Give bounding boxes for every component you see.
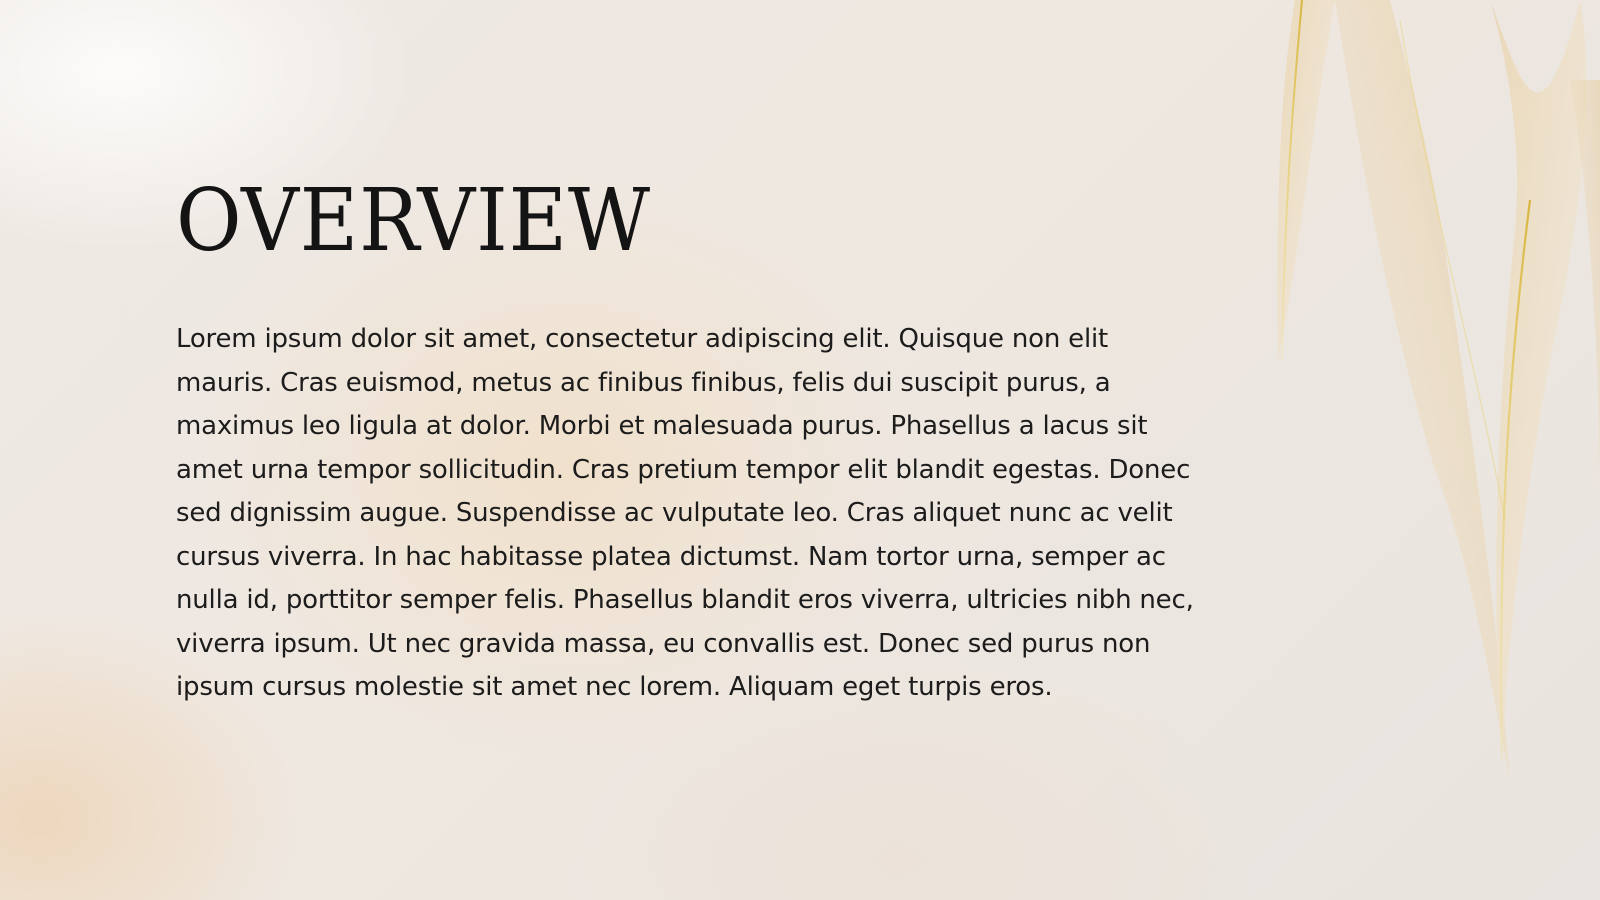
gold-leaf-decoration xyxy=(1240,0,1600,900)
page-title: OVERVIEW xyxy=(176,171,652,271)
body-paragraph: Lorem ipsum dolor sit amet, consectetur adipiscing elit. Quisque non elit mauris. Cras euismod, metus ac finibus finibus, felis dui suscipit purus, a maximus leo ligula at dolor. Morbi et malesuada purus. Phasellus a lacus sit amet urna tempor sollicitudin. Cras pretium tempor elit blandit egestas. Donec sed dignissim augue. Suspendisse ac vulputate leo. Cras aliquet nunc ac velit cursus viverra. In hac habitasse platea dictumst. Nam tortor urna, semper ac nulla id, porttitor semper felis. Phasellus blandit eros viverra, ultricies nibh nec, viverra ipsum. Ut nec gravida massa, eu convallis est. Donec sed purus non ipsum cursus molestie sit amet nec lorem. Aliquam eget turpis eros. xyxy=(176,324,1194,702)
